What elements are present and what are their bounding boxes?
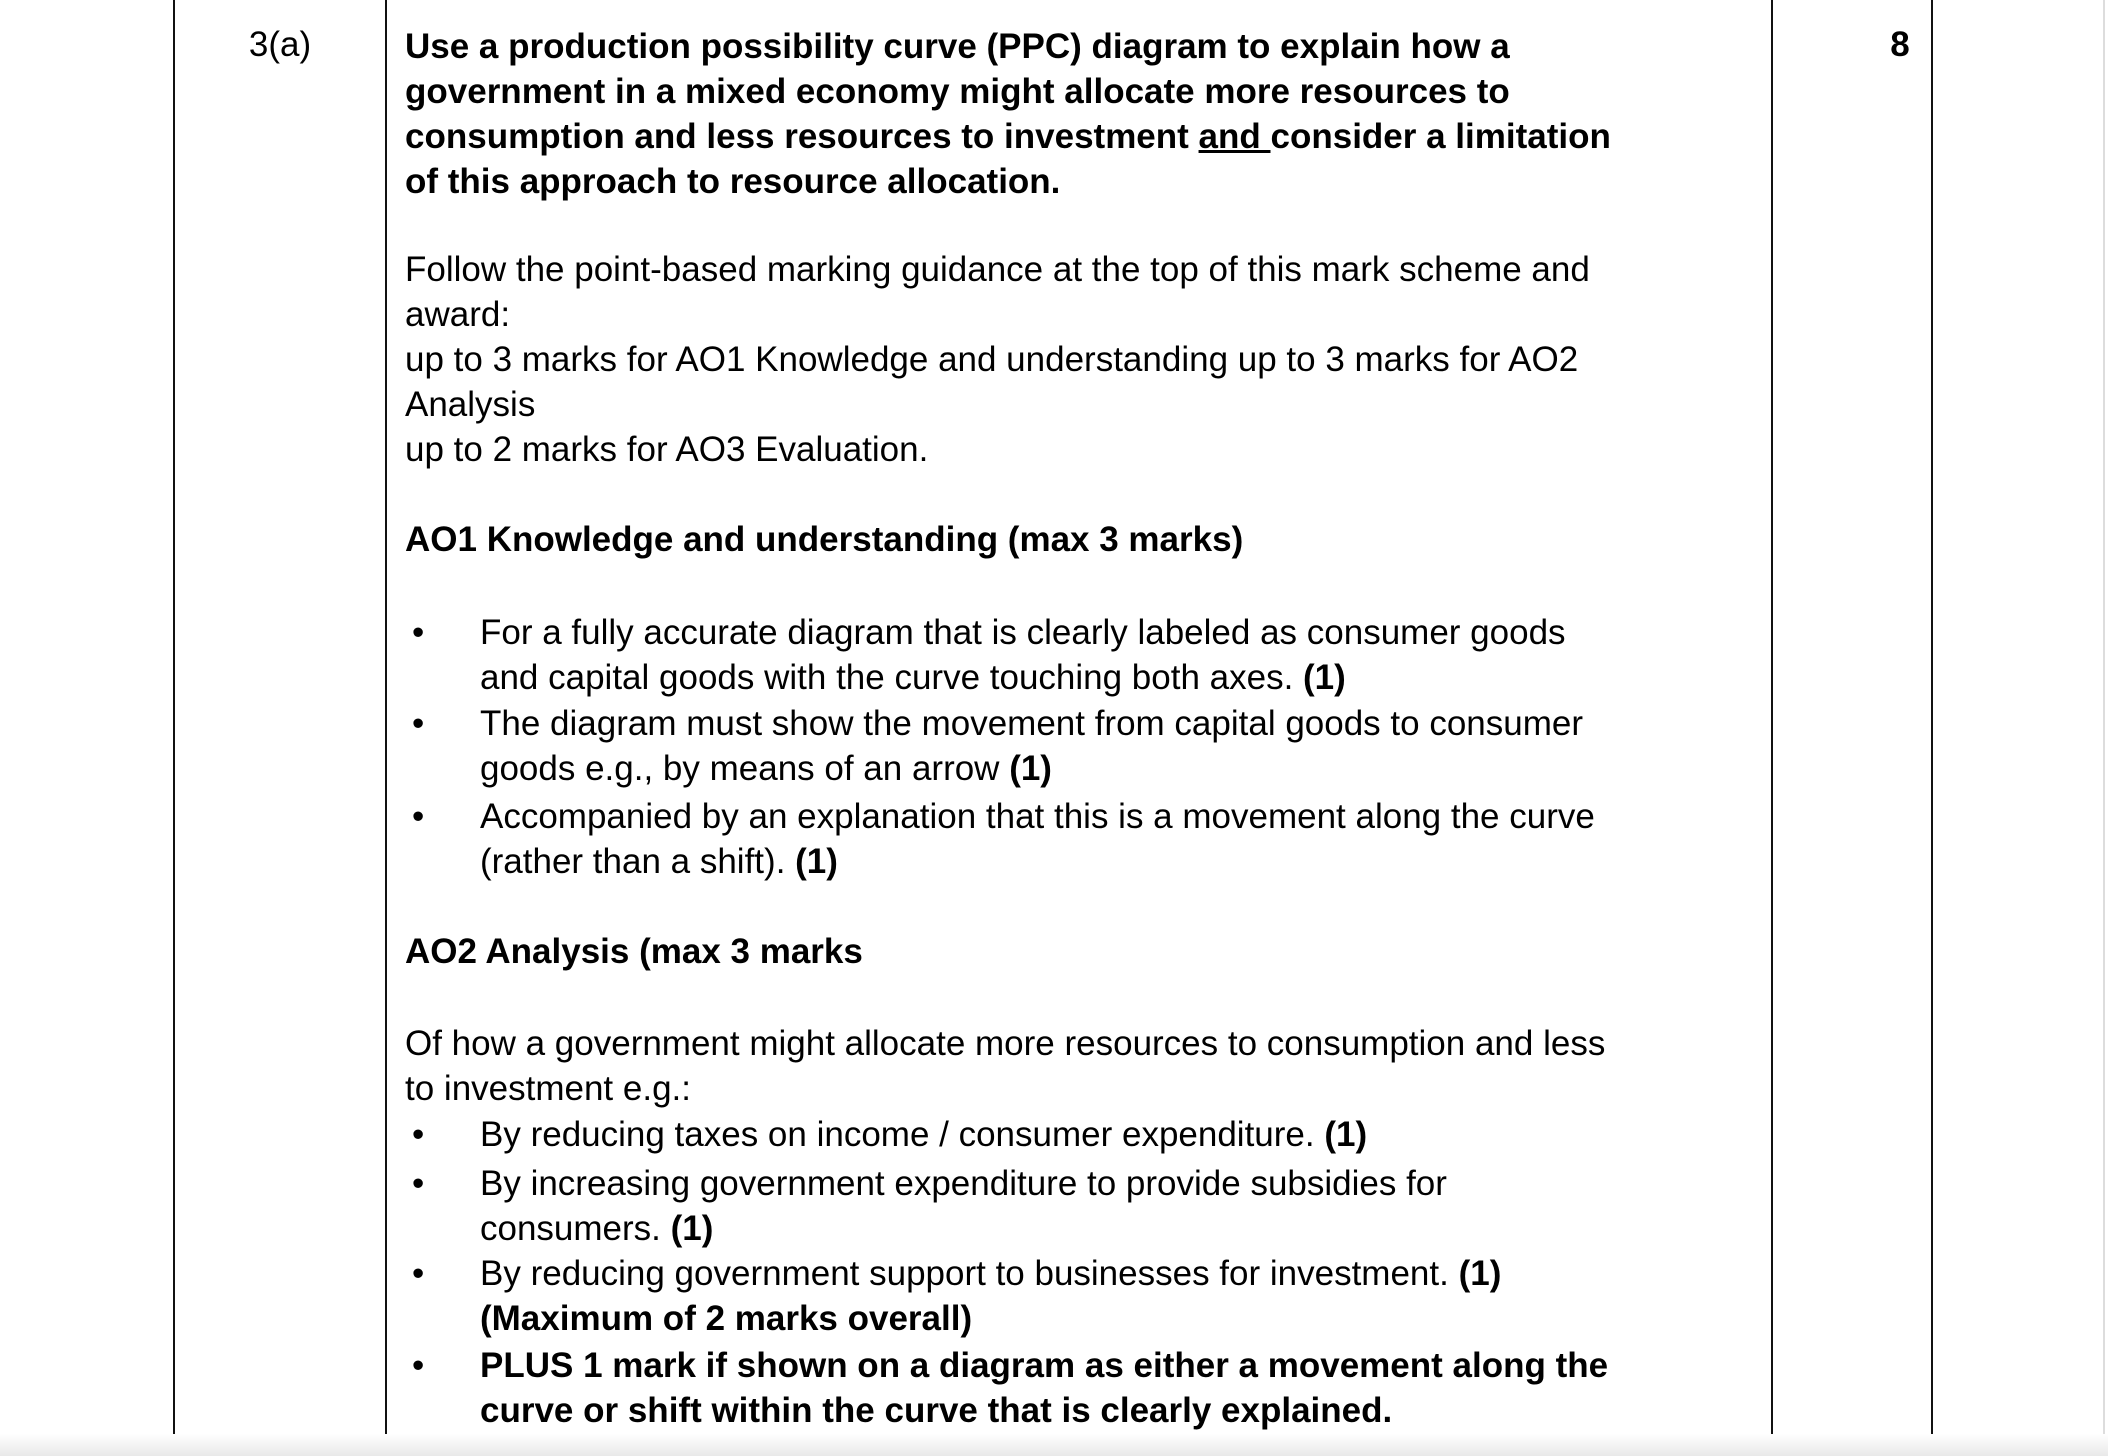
ao2-bullet	[480, 1112, 1367, 1157]
question-line: Use a production possibility curve (PPC) diagram to explain how a	[405, 27, 1510, 66]
page-edge	[2103, 0, 2105, 1456]
bullet-text: By reducing government support to businesses for investment.	[480, 1254, 1459, 1293]
guidance-line: Follow the point-based marking guidance at the top of this mark scheme and	[405, 250, 1590, 289]
guidance-line: award:	[405, 295, 511, 334]
ao2-heading: AO2 Analysis (max 3 marks	[405, 932, 863, 971]
bullet-text: goods e.g., by means of an arrow	[480, 749, 1010, 788]
ao1-bullet	[480, 701, 1583, 791]
ao1-bullet	[480, 794, 1595, 884]
ao2-bullet	[480, 1161, 1447, 1251]
bullet-text: (rather than a shift).	[480, 842, 796, 881]
bullet-text: and capital goods with the curve touching both axes.	[480, 658, 1304, 697]
underlined-and: and	[1198, 117, 1271, 156]
intro-line: to investment e.g.:	[405, 1069, 691, 1108]
mark-value: (1)	[1009, 749, 1052, 788]
bullet-line	[480, 655, 1566, 700]
bullet-icon: •	[412, 613, 425, 652]
bullet-line: For a fully accurate diagram that is clearly labeled as consumer goods	[480, 613, 1566, 652]
question-number: 3(a)	[248, 25, 312, 64]
guidance-line: up to 2 marks for AO3 Evaluation.	[405, 430, 929, 469]
table-border-right	[1931, 0, 1933, 1456]
bullet-line: curve or shift within the curve that is clearly explained.	[480, 1391, 1393, 1430]
mark-value: (1)	[795, 842, 838, 881]
bullet-line: The diagram must show the movement from capital goods to consumer	[480, 704, 1583, 743]
bullet-icon: •	[412, 704, 425, 743]
bullet-line	[480, 1206, 1447, 1251]
bullet-icon: •	[412, 1254, 425, 1293]
ao2-bullet	[480, 1343, 1608, 1433]
bullet-line: By increasing government expenditure to provide subsidies for	[480, 1164, 1447, 1203]
question-text	[405, 24, 1611, 204]
bullet-icon: •	[412, 1164, 425, 1203]
bullet-line	[480, 839, 1595, 884]
bullet-icon: •	[412, 1115, 425, 1154]
mark-value: (1)	[1303, 658, 1346, 697]
bullet-icon: •	[412, 797, 425, 836]
table-border-left	[173, 0, 175, 1456]
table-divider-marks	[1771, 0, 1773, 1456]
ao2-intro	[405, 1021, 1605, 1111]
bullet-icon: •	[412, 1346, 425, 1385]
question-text-part: consumption and less resources to investment	[405, 117, 1199, 156]
guidance-line: up to 3 marks for AO1 Knowledge and understanding up to 3 marks for AO2	[405, 340, 1579, 379]
ao2-bullet	[480, 1251, 1501, 1341]
marks-total: 8	[1890, 25, 1910, 64]
question-text-part: consider a limitation	[1270, 117, 1611, 156]
question-line	[405, 114, 1611, 159]
table-divider-question	[385, 0, 387, 1456]
bullet-line	[480, 1112, 1367, 1157]
bullet-text: consumers.	[480, 1209, 671, 1248]
marking-guidance	[405, 247, 1590, 472]
mark-value: (1)	[1458, 1254, 1502, 1293]
bullet-text: By reducing taxes on income / consumer expenditure.	[480, 1115, 1325, 1154]
page-bottom-shadow	[0, 1434, 2108, 1456]
ao1-bullet	[480, 610, 1566, 700]
max-marks-note: (Maximum of 2 marks overall)	[480, 1299, 973, 1338]
bullet-line	[480, 746, 1583, 791]
question-line: government in a mixed economy might allocate more resources to	[405, 72, 1510, 111]
bullet-line: PLUS 1 mark if shown on a diagram as either a movement along the	[480, 1346, 1609, 1385]
intro-line: Of how a government might allocate more resources to consumption and less	[405, 1024, 1606, 1063]
guidance-line: Analysis	[405, 385, 536, 424]
bullet-line	[480, 1251, 1501, 1296]
bullet-line: Accompanied by an explanation that this is a movement along the curve	[480, 797, 1595, 836]
mark-value: (1)	[670, 1209, 714, 1248]
question-line: of this approach to resource allocation.	[405, 162, 1061, 201]
mark-value: (1)	[1324, 1115, 1368, 1154]
ao1-heading: AO1 Knowledge and understanding (max 3 marks)	[405, 520, 1244, 559]
